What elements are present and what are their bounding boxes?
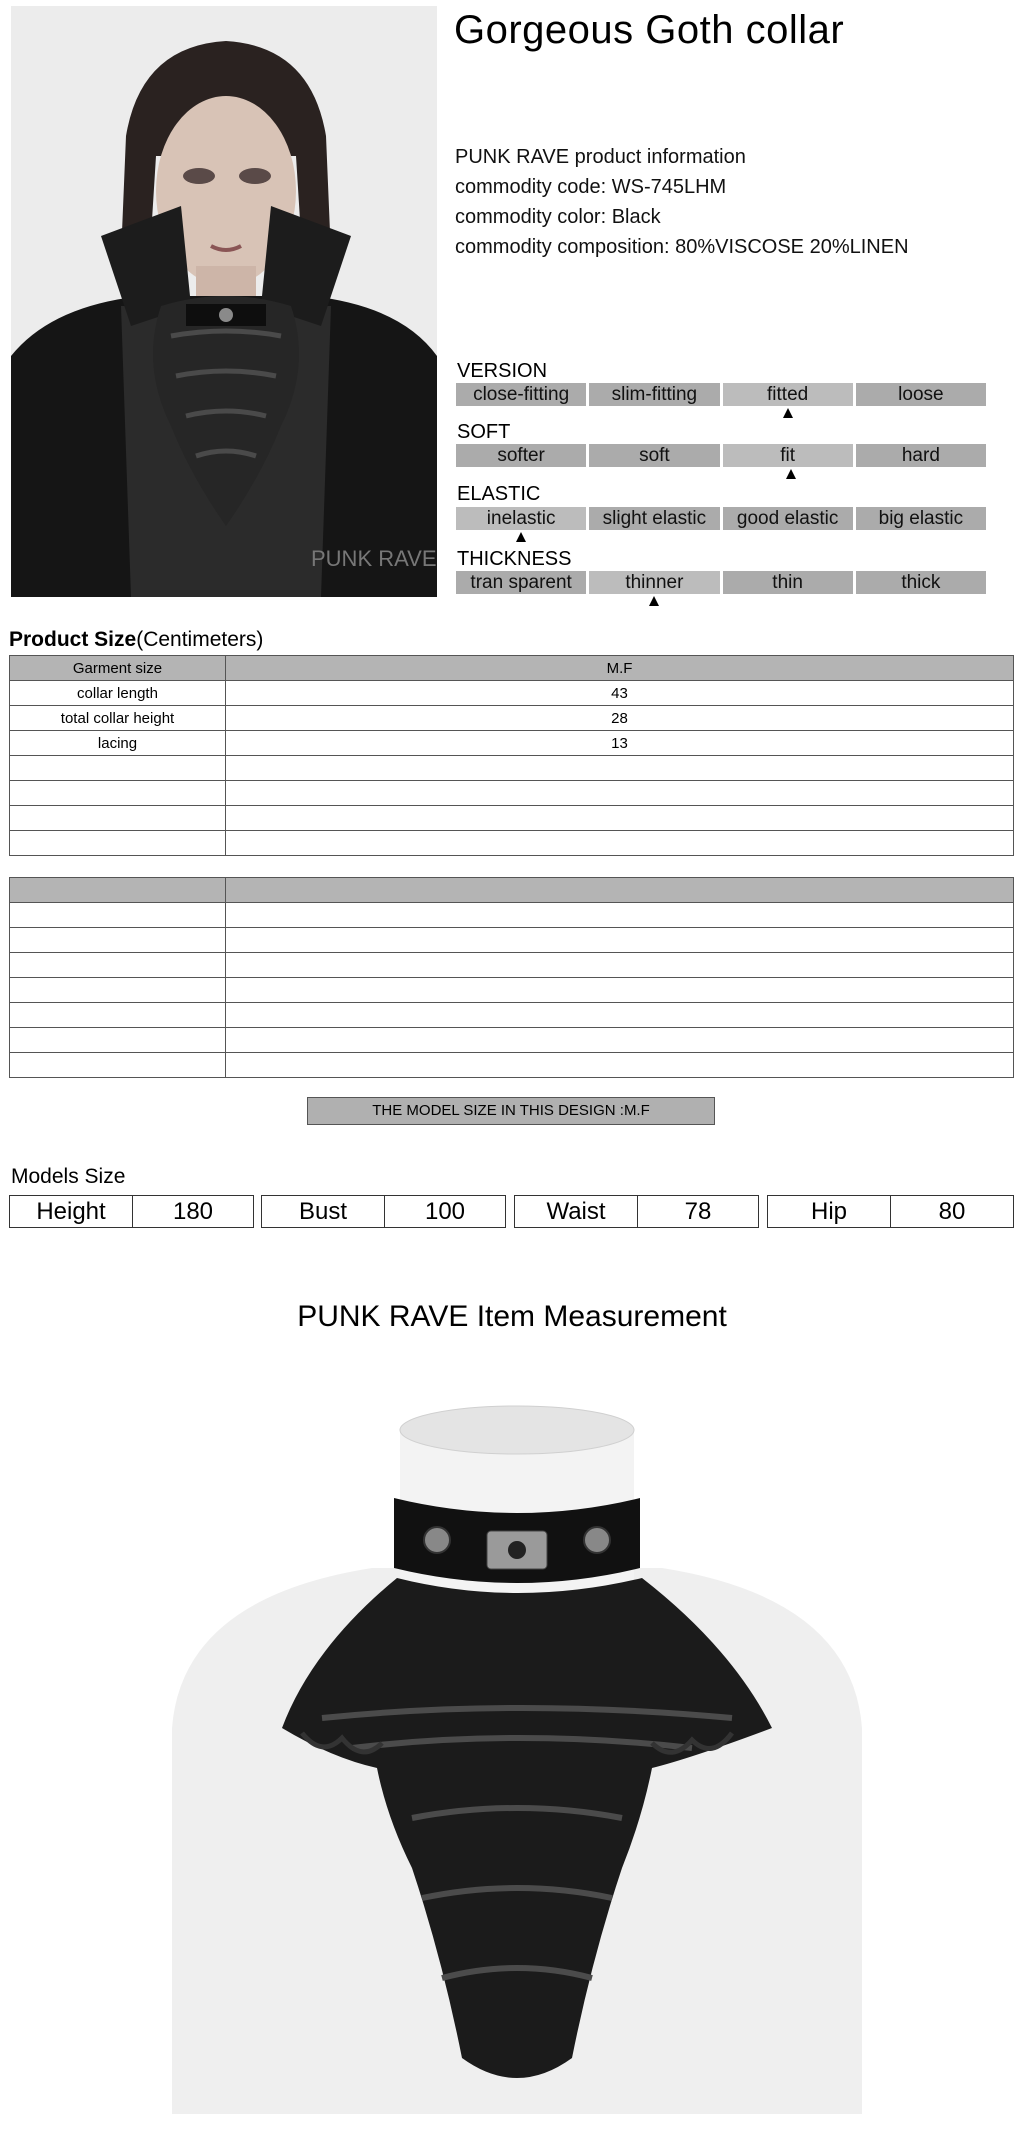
product-size-title	[9, 628, 263, 652]
table-row-empty	[10, 978, 1014, 1003]
models-size-label: Models Size	[11, 1165, 126, 1188]
scale-option: fit	[723, 444, 853, 467]
table-cell	[226, 978, 1014, 1003]
table-row-empty	[10, 903, 1014, 928]
table-row-empty	[10, 928, 1014, 953]
scale-option: thick	[856, 571, 986, 594]
table-cell: lacing	[10, 731, 226, 756]
size-table	[9, 655, 1014, 856]
table-cell	[10, 781, 226, 806]
table-row-empty	[10, 953, 1014, 978]
scale-option: softer	[456, 444, 586, 467]
product-photo	[11, 6, 437, 597]
model-measure-name: Height	[36, 1198, 106, 1225]
table-cell	[226, 953, 1014, 978]
model-measure-waist	[514, 1195, 759, 1228]
table-cell	[226, 903, 1014, 928]
table-cell	[226, 928, 1014, 953]
scale-option: soft	[589, 444, 719, 467]
scale-option: slim-fitting	[589, 383, 719, 406]
table-cell	[10, 806, 226, 831]
table-cell	[226, 1028, 1014, 1053]
scale-marker	[649, 596, 659, 606]
model-measure-height	[9, 1195, 254, 1228]
model-measure-value: 78	[637, 1196, 758, 1227]
model-measure-bust	[261, 1195, 506, 1228]
product-size-heading: Product Size	[9, 628, 137, 651]
table-cell	[10, 903, 226, 928]
info-heading: PUNK RAVE product information	[455, 146, 746, 168]
scale-label-thickness: THICKNESS	[457, 548, 572, 570]
photo-watermark: PUNK RAVE	[311, 546, 437, 571]
table-header-cell	[10, 878, 226, 903]
table-row-empty	[10, 806, 1014, 831]
scale-option: inelastic	[456, 507, 586, 530]
table-header-row	[10, 878, 1014, 903]
table-row-empty	[10, 1028, 1014, 1053]
model-measure-hip	[767, 1195, 1014, 1228]
table-row-empty	[10, 756, 1014, 781]
scale-label-elastic: ELASTIC	[457, 483, 541, 505]
model-measure-name: Waist	[546, 1198, 606, 1225]
table-row-empty	[10, 1053, 1014, 1078]
table-cell: 43	[226, 681, 1014, 706]
table-cell: total collar height	[10, 706, 226, 731]
scale-version	[456, 383, 986, 406]
model-measure-value: 180	[132, 1196, 253, 1227]
model-measure-value: 80	[890, 1196, 1013, 1227]
scale-option: thin	[723, 571, 853, 594]
product-size-unit: (Centimeters)	[136, 628, 264, 651]
table-cell: collar length	[10, 681, 226, 706]
table-header-cell	[226, 878, 1014, 903]
model-measure-name: Bust	[298, 1198, 348, 1225]
size-table-secondary	[9, 877, 1014, 1078]
table-header-cell: Garment size	[10, 656, 226, 681]
model-size-note: THE MODEL SIZE IN THIS DESIGN :M.F	[307, 1097, 715, 1125]
table-cell	[226, 781, 1014, 806]
table-cell	[10, 978, 226, 1003]
scale-label-soft: SOFT	[457, 421, 511, 443]
product-title: Gorgeous Goth collar	[454, 8, 845, 52]
scale-marker	[516, 532, 526, 542]
table-cell	[226, 806, 1014, 831]
model-measure-name: Hip	[810, 1198, 847, 1225]
table-cell: 13	[226, 731, 1014, 756]
scale-soft	[456, 444, 986, 467]
scale-option: thinner	[589, 571, 719, 594]
measurement-title: PUNK RAVE Item Measurement	[297, 1300, 727, 1333]
scale-thickness	[456, 571, 986, 594]
table-cell	[226, 831, 1014, 856]
table-cell	[10, 1003, 226, 1028]
table-row	[10, 681, 1014, 706]
scale-label-version: VERSION	[457, 360, 548, 382]
table-cell	[10, 928, 226, 953]
scale-option: loose	[856, 383, 986, 406]
table-header-row	[10, 656, 1014, 681]
table-row	[10, 731, 1014, 756]
table-cell	[226, 1053, 1014, 1078]
info-color: commodity color: Black	[455, 206, 661, 228]
info-code: commodity code: WS-745LHM	[455, 176, 727, 198]
table-cell	[10, 756, 226, 781]
scale-marker	[786, 469, 796, 479]
product-info	[455, 142, 909, 262]
table-row-empty	[10, 781, 1014, 806]
mannequin-photo	[172, 1398, 862, 2114]
scale-marker	[783, 408, 793, 418]
table-cell	[226, 756, 1014, 781]
table-header-cell: M.F	[226, 656, 1014, 681]
scale-elastic	[456, 507, 986, 530]
scale-option: good elastic	[723, 507, 853, 530]
table-row	[10, 706, 1014, 731]
scale-option: big elastic	[856, 507, 986, 530]
table-cell	[10, 831, 226, 856]
scale-option: slight elastic	[589, 507, 719, 530]
table-cell	[226, 1003, 1014, 1028]
info-composition: commodity composition: 80%VISCOSE 20%LINEN	[455, 236, 909, 258]
scale-option: hard	[856, 444, 986, 467]
table-row-empty	[10, 1003, 1014, 1028]
scale-option: fitted	[723, 383, 853, 406]
table-cell: 28	[226, 706, 1014, 731]
table-cell	[10, 1028, 226, 1053]
scale-option: close-fitting	[456, 383, 586, 406]
model-measure-value: 100	[384, 1196, 505, 1227]
table-row-empty	[10, 831, 1014, 856]
scale-option: tran sparent	[456, 571, 586, 594]
table-cell	[10, 953, 226, 978]
table-cell	[10, 1053, 226, 1078]
